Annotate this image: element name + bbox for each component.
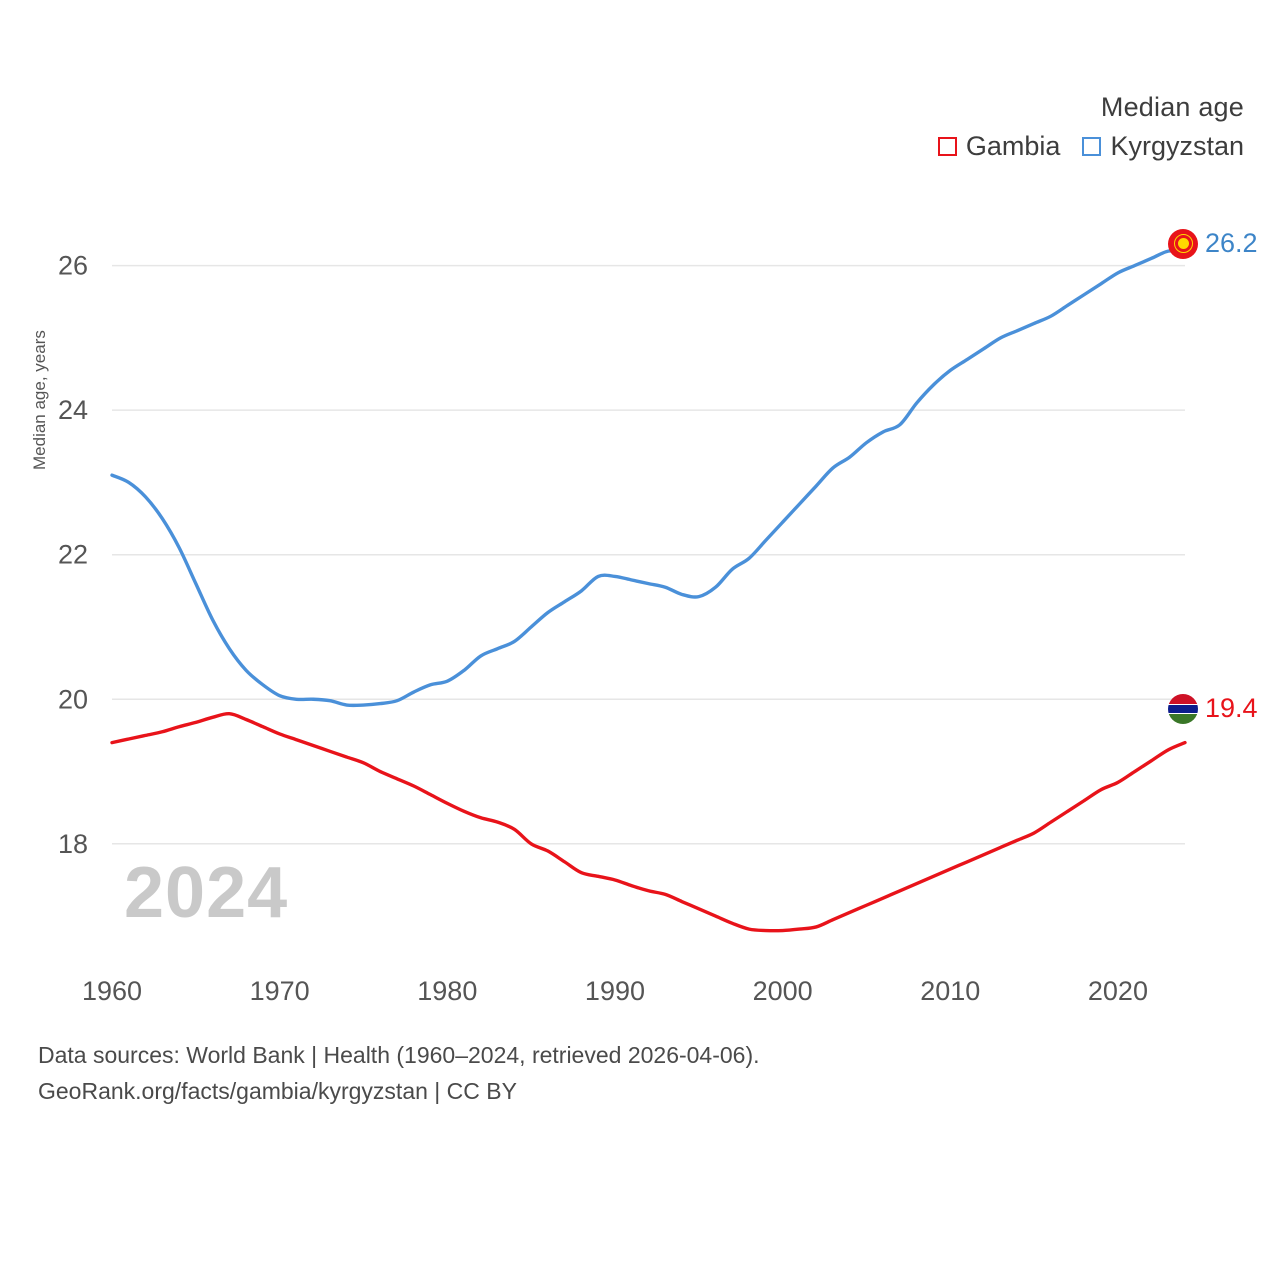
footer-line-1: Data sources: World Bank | Health (1960–2024, retrieved 2026-04-06). xyxy=(38,1042,760,1068)
series-line-kyrgyzstan xyxy=(112,251,1185,706)
legend-title: Median age xyxy=(1100,92,1244,122)
x-axis-tick-label: 1970 xyxy=(249,976,310,1006)
kyrgyzstan-flag-icon xyxy=(1168,229,1198,259)
chart-legend xyxy=(938,92,1244,162)
legend-item-kyrgyzstan[interactable] xyxy=(1082,131,1244,162)
chart-footer xyxy=(38,1038,760,1109)
footer-line-2: GeoRank.org/facts/gambia/kyrgyzstan | CC BY xyxy=(38,1077,517,1104)
legend-item-gambia[interactable] xyxy=(938,131,1061,162)
legend-items xyxy=(938,131,1244,162)
y-axis-tick-label: 22 xyxy=(57,539,88,570)
x-axis-tick-label: 2020 xyxy=(1087,976,1148,1006)
y-axis-title: Median age, years xyxy=(30,330,49,470)
endpoint-value: 26.2 xyxy=(1205,228,1258,258)
x-axis-tick-label: 1990 xyxy=(584,976,646,1006)
y-axis-tick-label: 26 xyxy=(57,250,88,281)
legend-item-label: Kyrgyzstan xyxy=(1110,131,1244,161)
endpoint-marker-gambia xyxy=(1168,693,1258,724)
y-axis-tick-label: 20 xyxy=(57,684,88,715)
x-axis-tick-label: 2010 xyxy=(920,976,981,1006)
x-axis-tick-label: 2000 xyxy=(752,976,813,1006)
y-axis-tick-label: 18 xyxy=(57,828,88,859)
y-axis-tick-label: 24 xyxy=(57,395,88,426)
endpoint-marker-kyrgyzstan xyxy=(1168,228,1258,259)
gambia-flag-icon xyxy=(1168,694,1198,724)
legend-item-label: Gambia xyxy=(965,131,1061,161)
x-axis-tick-label: 1960 xyxy=(81,976,143,1006)
endpoint-value: 19.4 xyxy=(1205,693,1258,723)
x-axis-tick-label: 1980 xyxy=(417,976,478,1006)
legend-swatch-icon xyxy=(938,137,957,156)
year-watermark: 2024 xyxy=(124,853,289,933)
legend-swatch-icon xyxy=(1082,137,1101,156)
